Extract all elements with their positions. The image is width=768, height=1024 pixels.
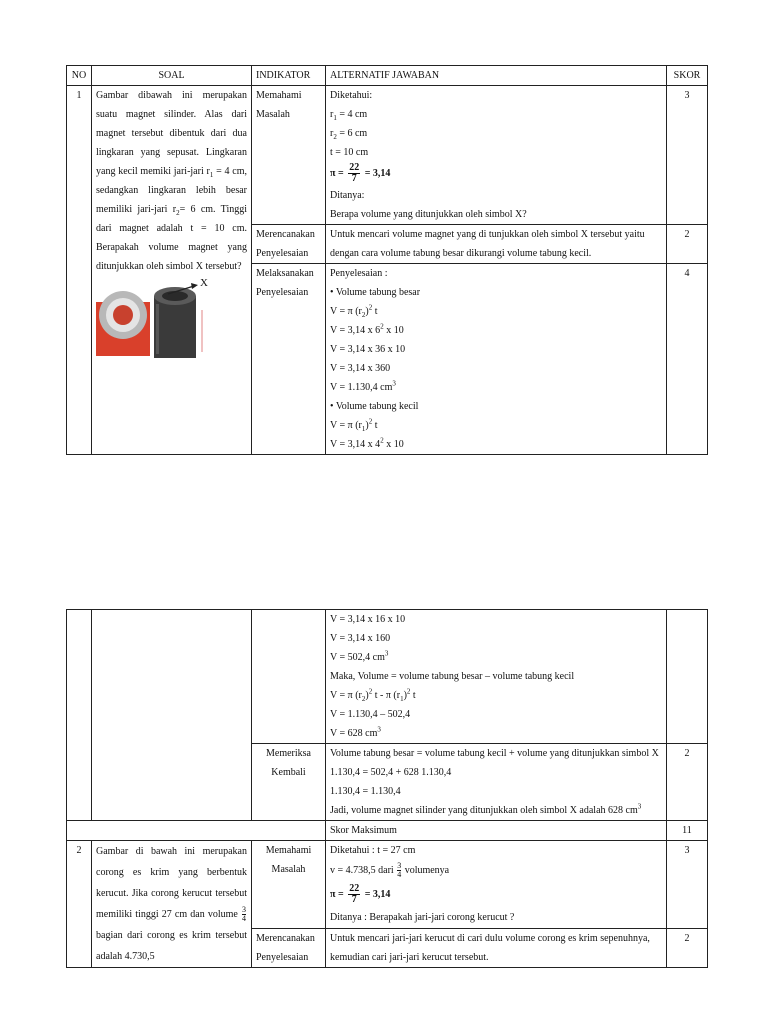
header-skor: SKOR [667, 66, 708, 86]
q1-number-continued [67, 610, 92, 821]
header-soal: SOAL [92, 66, 252, 86]
q1-row-understand [67, 86, 708, 225]
q2-score-plan: 2 [667, 928, 708, 967]
q1-score-check: 2 [667, 744, 708, 821]
max-score-row [67, 821, 708, 841]
q2-number: 2 [67, 841, 92, 968]
q1-indicator-execute: Melaksanakan Penyelesaian [252, 264, 326, 455]
q1-question-text: Gambar dibawah ini merupakan suatu magnet silinder. Alas dari magnet tersebut dibentuk dari dua lingkaran yang sepusat. Lingkaran yang kecil memiki jari-jari $r_1 = 4$ cm, sedangkan lingkaran lebih besar memiliki jari-jari $r_2= 6$ cm. Tinggi dari magnet adalah t = 10 cm. Berapakah volume magnet yang ditunjukkan oleh simbol X tersebut? [96, 90, 248, 272]
q1-number: 1 [67, 86, 92, 455]
q1-score-plan: 2 [667, 225, 708, 264]
header-no: NO [67, 66, 92, 86]
q2-row-understand [67, 841, 708, 929]
q1-indicator-check: Memeriksa Kembali [252, 744, 326, 821]
magnet-image [96, 277, 208, 362]
rubric-table-page-1 [66, 65, 708, 455]
header-row [67, 66, 708, 86]
q1-continued-row [67, 610, 708, 744]
q1-answer-plan: Untuk mencari volume magnet yang di tunjukkan oleh simbol X tersebut yaitu dengan cara volume tabung besar dikurangi volume tabung kecil. [326, 225, 667, 264]
q1-answer-continued: V = 3,14 x 16 x 10 V = 3,14 x 160 V = 502,4 $cm^3$ Maka, Volume = volume tabung besar – volume tabung kecil V = π $(r_2)^2$ t - π $(r_1)^2$ t V = 1.130,4 – 502,4 V = 628 $cm^3$ [326, 610, 667, 744]
header-indikator: INDIKATOR [252, 66, 326, 86]
q2-score-understand: 3 [667, 841, 708, 929]
q1-indicator-continued [252, 610, 326, 744]
max-score-value: 11 [667, 821, 708, 841]
q1-question [92, 86, 252, 455]
q2-question: Gambar di bawah ini merupakan corong es krim yang berbentuk kerucut. Jika corong kerucut tersebut memiliki tinggi 27 cm dan volume $\frac{3}{4}$ bagian dari corong es krim tersebut adalah 4.730,5 [92, 841, 252, 968]
q1-indicator-understand: Memahami Masalah [252, 86, 326, 225]
magnet-x-label: X [200, 277, 208, 289]
q2-answer-understand: Diketahui : t = 27 cm v = 4.738,5 dari $\frac{3}{4}$ volumenya π = $\frac{22}{7}$ = 3,14 Ditanya : Berapakah jari-jari corong kerucut ? [326, 841, 667, 929]
q1-score-execute: 4 [667, 264, 708, 455]
max-score-label: Skor Maksimum [326, 821, 667, 841]
header-jawaban: ALTERNATIF JAWABAN [326, 66, 667, 86]
max-score-spacer [67, 821, 326, 841]
q1-answer-check: Volume tabung besar = volume tabung kecil + volume yang ditunjukkan simbol X 1.130,4 = 502,4 + 628 1.130,4 1.130,4 = 1.130,4 Jadi, volume magnet silinder yang ditunjukkan oleh simbol X adalah 628 $cm^3$ [326, 744, 667, 821]
q2-indicator-plan: Merencanakan Penyelesaian [252, 928, 326, 967]
q2-indicator-understand: Memahami Masalah [252, 841, 326, 929]
q2-answer-plan: Untuk mencari jari-jari kerucut di cari dulu volume corong es krim sepenuhnya, kemudian cari jari-jari kerucut tersebut. [326, 928, 667, 967]
q1-question-continued [92, 610, 252, 821]
q1-indicator-plan: Merencanakan Penyelesaian [252, 225, 326, 264]
rubric-table-page-2 [66, 609, 708, 968]
q1-answer-understand: Diketahui: $r_1 = 4$ cm $r_2 = 6$ cm t = 10 cm π = $\frac{22}{7}$ = 3,14 Ditanya: Berapa volume yang ditunjukkan oleh simbol X? [326, 86, 667, 225]
q1-answer-execute: Penyelesaian : • Volume tabung besar V = π $(r_2)^2$ t V = 3,14 x $6^2$ x 10 V = 3,14 x 36 x 10 V = 3,14 x 360 V = 1.130,4 $cm^3$ • Volume tabung kecil V = π $(r_1)^2$ t V = 3,14 x $4^2$ x 10 [326, 264, 667, 455]
q1-score-continued [667, 610, 708, 744]
magnet-cylinder-illustration [96, 282, 216, 362]
q1-score-understand: 3 [667, 86, 708, 225]
